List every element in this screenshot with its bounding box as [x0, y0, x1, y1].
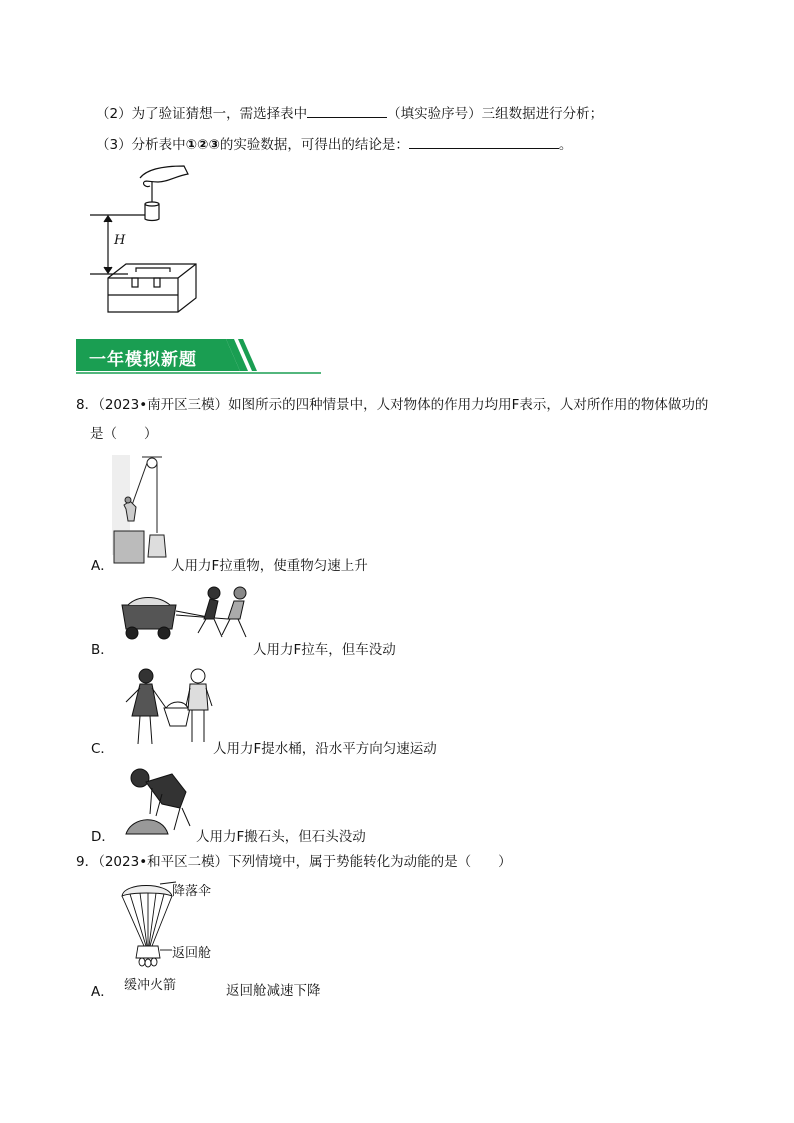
- q9-parachute-label: 降落伞: [172, 884, 212, 899]
- q8-option-d-letter[interactable]: D．: [91, 829, 115, 845]
- q7-sub3-prefix: （3）分析表中: [96, 137, 186, 153]
- q8-option-c-letter[interactable]: C．: [91, 741, 114, 757]
- q7-sub2-answer-blank[interactable]: [307, 104, 387, 118]
- q7-sub3-circled-numbers: ①②③: [185, 137, 220, 153]
- q8-stem-line2: 是（ ）: [90, 426, 158, 442]
- q8-option-d-figure: [122, 764, 196, 838]
- q9-option-a-letter[interactable]: A．: [91, 984, 114, 1000]
- q8-option-b-figure: [118, 583, 258, 643]
- q7-sub2-prefix: （2）为了验证猜想一，需选择表中: [96, 106, 308, 122]
- q9-rocket-label: 缓冲火箭: [124, 978, 177, 993]
- q8-option-a-text: 人用力F拉重物，使重物匀速上升: [171, 558, 368, 574]
- q9-stem: 9．（2023•和平区二模）下列情境中，属于势能转化为动能的是（ ）: [76, 854, 512, 870]
- q9-capsule-label: 返回舱: [172, 946, 212, 961]
- q8-option-b-letter[interactable]: B．: [91, 642, 114, 658]
- q7-drop-figure: [88, 160, 218, 320]
- q8-option-c-text: 人用力F提水桶，沿水平方向匀速运动: [213, 741, 437, 757]
- q8-option-a-figure: [112, 455, 172, 567]
- section-title: 一年模拟新题: [89, 350, 197, 370]
- q7-sub3-suffix: 。: [558, 137, 573, 153]
- q7-sub3-answer-blank[interactable]: [409, 135, 559, 149]
- q8-option-d-text: 人用力F搬石头，但石头没动: [196, 829, 366, 845]
- q7-height-label: H: [114, 233, 126, 248]
- q8-option-c-figure: [118, 666, 218, 750]
- q8-option-a-letter[interactable]: A．: [91, 558, 114, 574]
- q9-option-a-figure: [118, 878, 178, 972]
- q7-sub2-suffix: （填实验序号）三组数据进行分析；: [387, 106, 604, 122]
- q9-option-a-text: 返回舱减速下降: [226, 983, 321, 999]
- q8-stem-line1: 8．（2023•南开区三模）如图所示的四种情景中，人对物体的作用力均用F表示，人对所作用的物体做功的: [76, 397, 709, 413]
- q7-sub3-middle: 的实验数据，可得出的结论是：: [219, 137, 409, 153]
- q7-sub3-line: [96, 135, 572, 154]
- q7-sub2-line: [96, 104, 603, 123]
- q8-option-b-text: 人用力F拉车，但车没动: [253, 642, 396, 658]
